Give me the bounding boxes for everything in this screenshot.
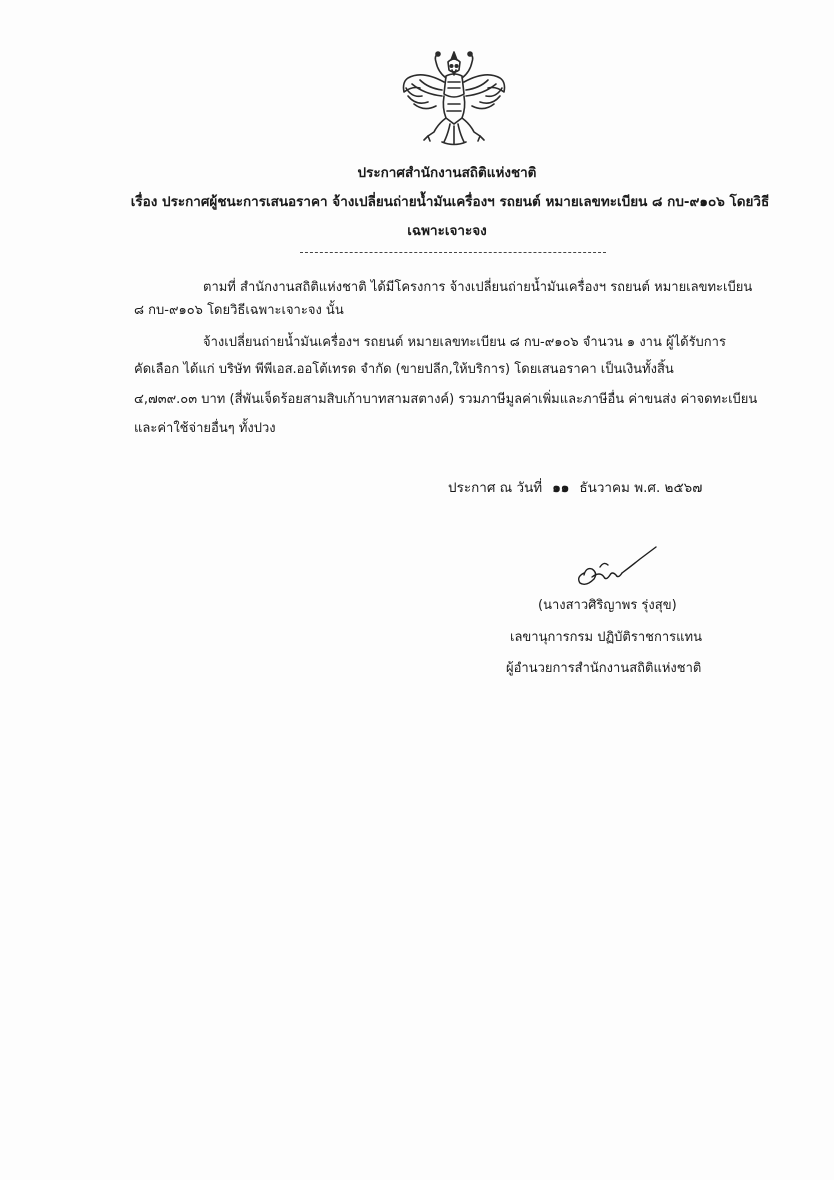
signatory-name: (นางสาวศิริญาพร รุ่งสุข) bbox=[538, 598, 677, 613]
signatory-on-behalf-of: ผู้อำนวยการสำนักงานสถิติแห่งชาติ bbox=[506, 661, 702, 676]
handwritten-signature-icon bbox=[570, 543, 660, 589]
paragraph-2-line-4: และค่าใช้จ่ายอื่นๆ ทั้งปวง bbox=[134, 421, 276, 436]
date-month-year: ธันวาคม พ.ศ. ๒๕๖๗ bbox=[579, 480, 703, 496]
date-prefix: ประกาศ ณ วันที่ bbox=[448, 480, 543, 496]
garuda-emblem-icon bbox=[398, 48, 510, 148]
announcement-date bbox=[448, 478, 702, 498]
paragraph-2-line-1: จ้างเปลี่ยนถ่ายน้ำมันเครื่องฯ รถยนต์ หมายเลขทะเบียน ๘ กบ-๙๑๐๖ จำนวน ๑ งาน ผู้ได้รับการ bbox=[203, 335, 726, 350]
date-day: ๑๑ bbox=[552, 480, 570, 496]
announcement-title: ประกาศสำนักงานสถิติแห่งชาติ bbox=[357, 165, 537, 181]
paragraph-1-line-2: ๘ กบ-๙๑๐๖ โดยวิธีเฉพาะเจาะจง นั้น bbox=[134, 303, 344, 318]
paragraph-1-line-1: ตามที่ สำนักงานสถิติแห่งชาติ ได้มีโครงการ จ้างเปลี่ยนถ่ายน้ำมันเครื่องฯ รถยนต์ หมายเลขทะเบียน bbox=[203, 280, 753, 295]
paragraph-2-line-3: ๔,๗๓๙.๐๓ บาท (สี่พันเจ็ดร้อยสามสิบเก้าบาทสามสตางค์) รวมภาษีมูลค่าเพิ่มและภาษีอื่น ค่าขนส่ง ค่าจดทะเบียน bbox=[134, 392, 758, 407]
paragraph-2-line-2: คัดเลือก ได้แก่ บริษัท พีพีเอส.ออโต้เทรด จำกัด (ขายปลีก,ให้บริการ) โดยเสนอราคา เป็นเงินทั้งสิ้น bbox=[134, 362, 674, 377]
signatory-position: เลขานุการกรม ปฏิบัติราชการแทน bbox=[510, 630, 702, 645]
announcement-subject-line-1: เรื่อง ประกาศผู้ชนะการเสนอราคา จ้างเปลี่ยนถ่ายน้ำมันเครื่องฯ รถยนต์ หมายเลขทะเบียน ๘ กบ-๙๑๐๖ โดยวิธี bbox=[130, 194, 770, 210]
announcement-subject-line-2: เฉพาะเจาะจง bbox=[407, 223, 487, 239]
title-divider bbox=[300, 252, 606, 253]
